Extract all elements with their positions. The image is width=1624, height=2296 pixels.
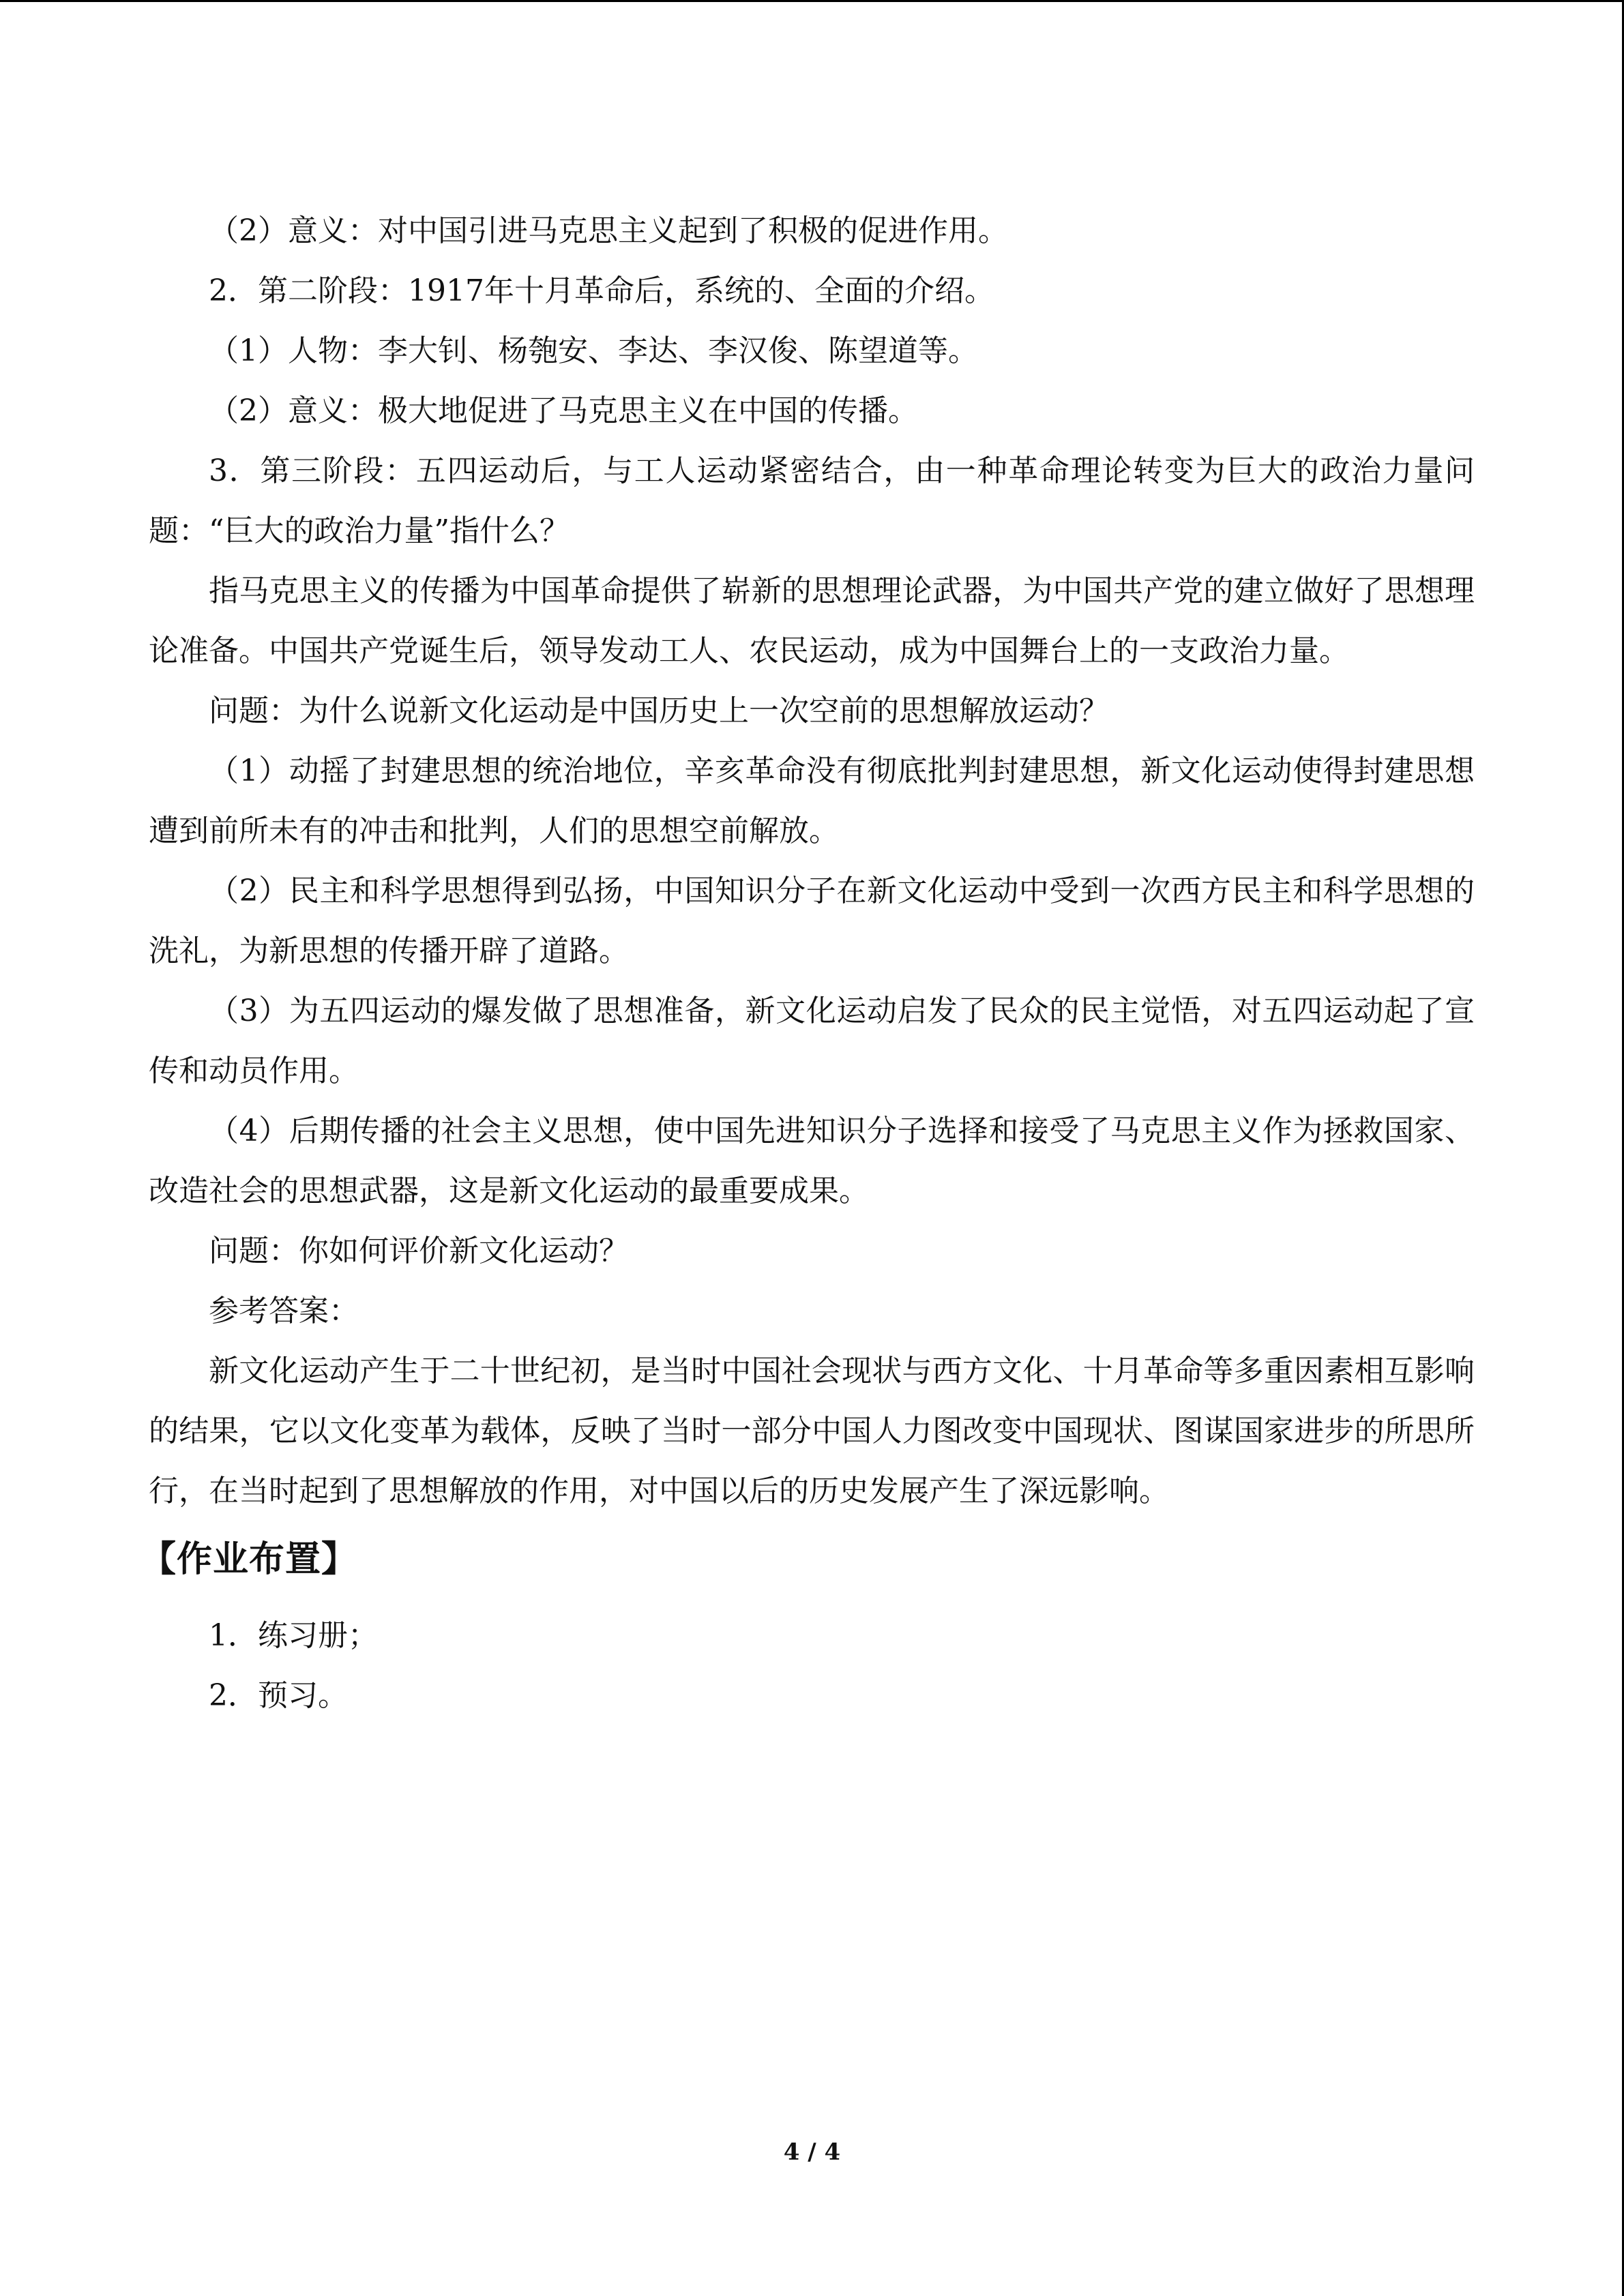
paragraph-reason-4: （4）后期传播的社会主义思想，使中国先进知识分子选择和接受了马克思主义作为拯救国家、改造社会的思想武器，这是新文化运动的最重要成果。 bbox=[149, 1114, 1475, 1208]
paragraph-question-liberation: 问题：为什么说新文化运动是中国历史上一次空前的思想解放运动？ bbox=[209, 694, 1109, 728]
paragraph-stage-2: 2．第二阶段：1917年十月革命后，系统的、全面的介绍。 bbox=[209, 273, 994, 308]
homework-item-2: 2．预习。 bbox=[209, 1678, 348, 1713]
page-number: 4 / 4 bbox=[783, 2138, 841, 2166]
paragraph-reference-answer: 新文化运动产生于二十世纪初，是当时中国社会现状与西方文化、十月革命等多重因素相互影响的结果，它以文化变革为载体，反映了当时一部分中国人力图改变中国现状、图谋国家进步的所思所行，在当时起到了思想解放的作用，对中国以后的历史发展产生了深远影响。 bbox=[149, 1354, 1475, 1508]
paragraph-political-force-answer: 指马克思主义的传播为中国革命提供了崭新的思想理论武器，为中国共产党的建立做好了思想理论准备。中国共产党诞生后，领导发动工人、农民运动，成为中国舞台上的一支政治力量。 bbox=[149, 573, 1475, 668]
homework-heading: 【作业布置】 bbox=[141, 1539, 358, 1580]
paragraph-reason-2: （2）民主和科学思想得到弘扬，中国知识分子在新文化运动中受到一次西方民主和科学思想的洗礼，为新思想的传播开辟了道路。 bbox=[149, 874, 1475, 968]
paragraph-question-evaluate: 问题：你如何评价新文化运动？ bbox=[209, 1234, 629, 1268]
paragraph-significance-1: （2）意义：对中国引进马克思主义起到了积极的促进作用。 bbox=[209, 213, 1008, 248]
paragraph-significance-2: （2）意义：极大地促进了马克思主义在中国的传播。 bbox=[209, 393, 918, 428]
paragraph-reason-3: （3）为五四运动的爆发做了思想准备，新文化运动启发了民众的民主觉悟，对五四运动起了宣传和动员作用。 bbox=[149, 994, 1475, 1088]
paragraph-reason-1: （1）动摇了封建思想的统治地位，辛亥革命没有彻底批判封建思想，新文化运动使得封建思想遭到前所未有的冲击和批判，人们的思想空前解放。 bbox=[149, 754, 1475, 848]
page-content bbox=[141, 201, 1475, 1726]
paragraph-reference-answer-label: 参考答案： bbox=[209, 1294, 359, 1328]
paragraph-figures: （1）人物：李大钊、杨匏安、李达、李汉俊、陈望道等。 bbox=[209, 333, 978, 368]
homework-item-1: 1．练习册； bbox=[209, 1618, 378, 1653]
paragraph-stage-3: 3．第三阶段：五四运动后，与工人运动紧密结合，由一种革命理论转变为巨大的政治力量问题：“巨大的政治力量”指什么？ bbox=[149, 453, 1475, 548]
